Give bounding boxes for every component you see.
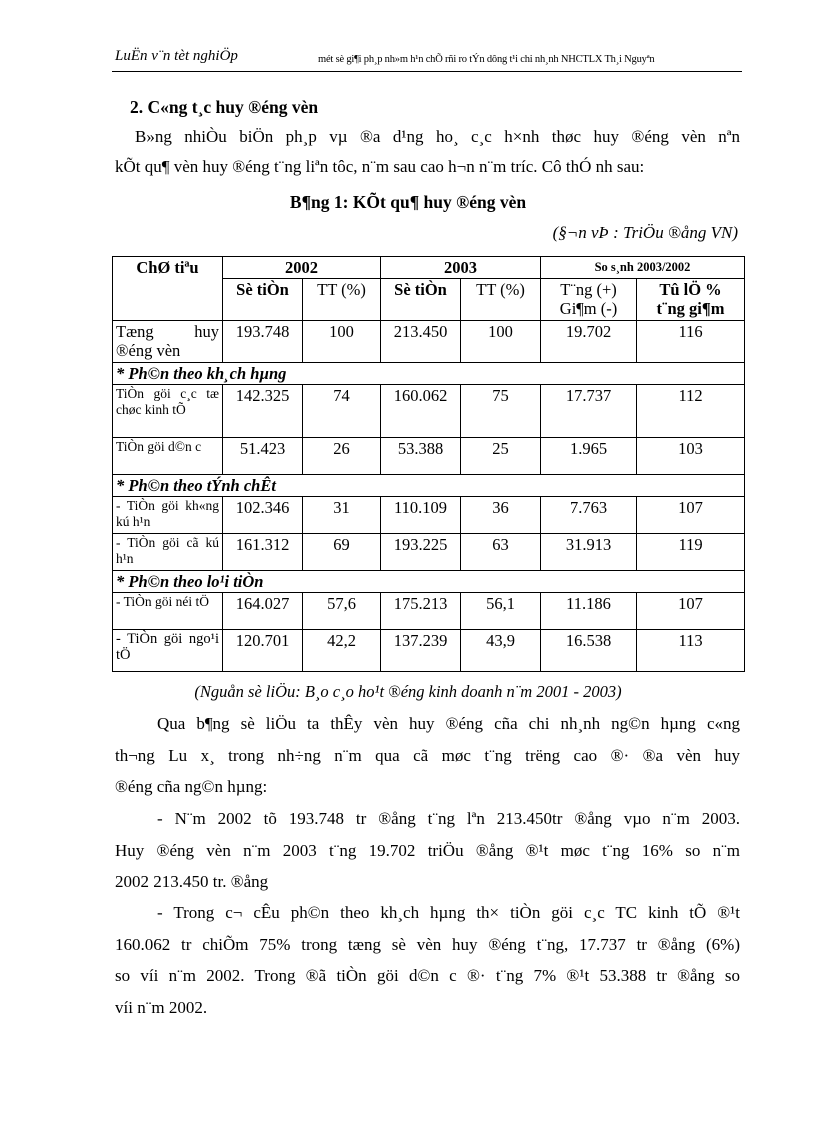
cell-ratio: 116 bbox=[637, 321, 745, 363]
header-amount-2003: Sè tiÒn bbox=[381, 279, 461, 321]
cell-amount-2002: 161.312 bbox=[223, 534, 303, 571]
intro-line-1: B»ng nhiÒu biÖn ph¸p vµ ®a d¹ng ho¸ c¸c h×nh thøc huy ®éng vèn nªn bbox=[135, 127, 740, 146]
table-row bbox=[113, 385, 745, 438]
row-label: TiÒn göi d©n c bbox=[113, 438, 223, 475]
cell-pct-2002: 31 bbox=[303, 497, 381, 534]
header-change bbox=[541, 279, 637, 321]
table-source-note: (Nguån sè liÖu: B¸o c¸o ho¹t ®éng kinh doanh n¨m 2001 - 2003) bbox=[194, 682, 622, 701]
header-pct-2002: TT (%) bbox=[303, 279, 381, 321]
cell-pct-2003: 56,1 bbox=[461, 593, 541, 630]
row-label: - TiÒn göi cã kú h¹n bbox=[113, 534, 223, 571]
cell-change: 17.737 bbox=[541, 385, 637, 438]
cell-change: 16.538 bbox=[541, 630, 637, 672]
table-group-row-customer bbox=[113, 363, 745, 385]
cell-pct-2003: 36 bbox=[461, 497, 541, 534]
table-row-total bbox=[113, 321, 745, 363]
header-compare: So s¸nh 2003/2002 bbox=[541, 257, 745, 279]
cell-pct-2002: 57,6 bbox=[303, 593, 381, 630]
cell-amount-2003: 53.388 bbox=[381, 438, 461, 475]
cell-change: 7.763 bbox=[541, 497, 637, 534]
cell-ratio: 113 bbox=[637, 630, 745, 672]
running-header-left: LuËn v¨n tèt nghiÖp bbox=[115, 48, 238, 64]
header-2002: 2002 bbox=[223, 257, 381, 279]
group-label-customer: * Ph©n theo kh¸ch hµng bbox=[113, 363, 745, 385]
capital-mobilization-table bbox=[112, 256, 745, 672]
header-amount-2002: Sè tiÒn bbox=[223, 279, 303, 321]
table-row bbox=[113, 630, 745, 672]
row-label: TiÒn göi c¸c tæ chøc kinh tÕ bbox=[113, 385, 223, 438]
cell-amount-2003: 137.239 bbox=[381, 630, 461, 672]
cell-change: 11.186 bbox=[541, 593, 637, 630]
header-rule bbox=[112, 71, 742, 72]
running-header-right: mét sè gi¶i ph¸p nh»m h¹n chÕ rñi ro tÝn dông t¹i chi nh¸nh NHCTLX Th¸i Nguyªn bbox=[318, 54, 655, 65]
cell-pct-2002: 74 bbox=[303, 385, 381, 438]
intro-paragraph bbox=[115, 122, 740, 182]
analysis-p3-line-1: - Trong c¬ cÊu ph©n theo kh¸ch hµng th× tiÒn göi c¸c TC kinh tÕ ®¹t bbox=[157, 903, 740, 922]
analysis-paragraph-1 bbox=[115, 708, 740, 803]
cell-ratio: 112 bbox=[637, 385, 745, 438]
cell-change: 31.913 bbox=[541, 534, 637, 571]
analysis-p1-line-3: ®éng cña ng©n hµng: bbox=[115, 777, 268, 796]
table-title: B¶ng 1: KÕt qu¶ huy ®éng vèn bbox=[289, 192, 527, 212]
table-row bbox=[113, 438, 745, 475]
cell-pct-2002: 100 bbox=[303, 321, 381, 363]
cell-amount-2003: 110.109 bbox=[381, 497, 461, 534]
analysis-p1-line-1: Qua b¶ng sè liÖu ta thÊy vèn huy ®éng cña chi nh¸nh ng©n hµng c«ng bbox=[157, 714, 740, 733]
row-label bbox=[113, 321, 223, 363]
cell-amount-2002: 51.423 bbox=[223, 438, 303, 475]
cell-amount-2003: 193.225 bbox=[381, 534, 461, 571]
row-label-line-1: Tæng huy bbox=[116, 322, 219, 341]
analysis-p3-line-4: víi n¨m 2002. bbox=[115, 997, 208, 1017]
cell-amount-2002: 102.346 bbox=[223, 497, 303, 534]
table-group-row-nature bbox=[113, 475, 745, 497]
cell-ratio: 119 bbox=[637, 534, 745, 571]
cell-ratio: 103 bbox=[637, 438, 745, 475]
cell-pct-2003: 100 bbox=[461, 321, 541, 363]
table-header-row-1 bbox=[113, 257, 745, 279]
analysis-p1-line-2: th¬ng Lu x¸ trong nh÷ng n¨m qua cã møc t¨ng trëng cao ®· ®a vèn huy bbox=[115, 745, 740, 765]
analysis-p2-line-2: Huy ®éng vèn n¨m 2003 t¨ng 19.702 triÖu ®ång ®¹t møc t¨ng 16% so n¨m bbox=[115, 840, 740, 860]
cell-amount-2002: 142.325 bbox=[223, 385, 303, 438]
header-2003: 2003 bbox=[381, 257, 541, 279]
cell-amount-2003: 175.213 bbox=[381, 593, 461, 630]
analysis-p3-line-3: so víi n¨m 2002. Trong ®ã tiÒn göi d©n c ®· t¨ng 7% ®¹t 53.388 tr ®ång so bbox=[115, 966, 740, 985]
cell-pct-2002: 26 bbox=[303, 438, 381, 475]
header-change-decrease: Gi¶m (-) bbox=[559, 299, 618, 318]
group-label-currency: * Ph©n theo lo¹i tiÒn bbox=[113, 571, 745, 593]
analysis-p2-line-3: 2002 213.450 tr. ®ång bbox=[115, 872, 269, 891]
group-label-nature: * Ph©n theo tÝnh chÊt bbox=[113, 475, 745, 497]
header-ratio-line-1: Tû lÖ % bbox=[659, 280, 722, 299]
cell-ratio: 107 bbox=[637, 593, 745, 630]
cell-ratio: 107 bbox=[637, 497, 745, 534]
cell-amount-2002: 193.748 bbox=[223, 321, 303, 363]
header-pct-2003: TT (%) bbox=[461, 279, 541, 321]
cell-change: 19.702 bbox=[541, 321, 637, 363]
cell-change: 1.965 bbox=[541, 438, 637, 475]
cell-pct-2002: 69 bbox=[303, 534, 381, 571]
cell-amount-2003: 160.062 bbox=[381, 385, 461, 438]
row-label-line-2: ®éng vèn bbox=[116, 341, 181, 360]
unit-note: (§¬n vÞ : TriÖu ®ång VN) bbox=[552, 223, 738, 242]
cell-pct-2003: 63 bbox=[461, 534, 541, 571]
cell-pct-2003: 25 bbox=[461, 438, 541, 475]
table-group-row-currency bbox=[113, 571, 745, 593]
analysis-paragraph-2 bbox=[115, 803, 740, 898]
cell-pct-2002: 42,2 bbox=[303, 630, 381, 672]
intro-line-2: kÕt qu¶ vèn huy ®éng t¨ng liªn tôc, n¨m sau cao h¬n n¨m tríc. Cô thÓ nh sau: bbox=[115, 157, 645, 176]
header-criteria: ChØ tiªu bbox=[113, 257, 223, 321]
cell-amount-2003: 213.450 bbox=[381, 321, 461, 363]
section-title: 2. C«ng t¸c huy ®éng vèn bbox=[130, 97, 319, 117]
cell-pct-2003: 75 bbox=[461, 385, 541, 438]
row-label: - TiÒn göi kh«ng kú h¹n bbox=[113, 497, 223, 534]
cell-pct-2003: 43,9 bbox=[461, 630, 541, 672]
analysis-p2-line-1: - N¨m 2002 tõ 193.748 tr ®ång t¨ng lªn 213.450tr ®ång vµo n¨m 2003. bbox=[157, 809, 740, 828]
header-change-increase: T¨ng (+) bbox=[560, 280, 617, 299]
cell-amount-2002: 164.027 bbox=[223, 593, 303, 630]
table-row bbox=[113, 497, 745, 534]
header-ratio-line-2: t¨ng gi¶m bbox=[656, 299, 725, 318]
analysis-paragraph-3 bbox=[115, 897, 740, 1023]
table-row bbox=[113, 534, 745, 571]
table-row bbox=[113, 593, 745, 630]
analysis-p3-line-2: 160.062 tr chiÕm 75% trong tæng sè vèn huy ®éng t¨ng, 17.737 tr ®ång (6%) bbox=[115, 934, 740, 954]
row-label: - TiÒn göi ngo¹i tÖ bbox=[113, 630, 223, 672]
header-ratio bbox=[637, 279, 745, 321]
cell-amount-2002: 120.701 bbox=[223, 630, 303, 672]
row-label: - TiÒn göi néi tÖ bbox=[113, 593, 223, 630]
